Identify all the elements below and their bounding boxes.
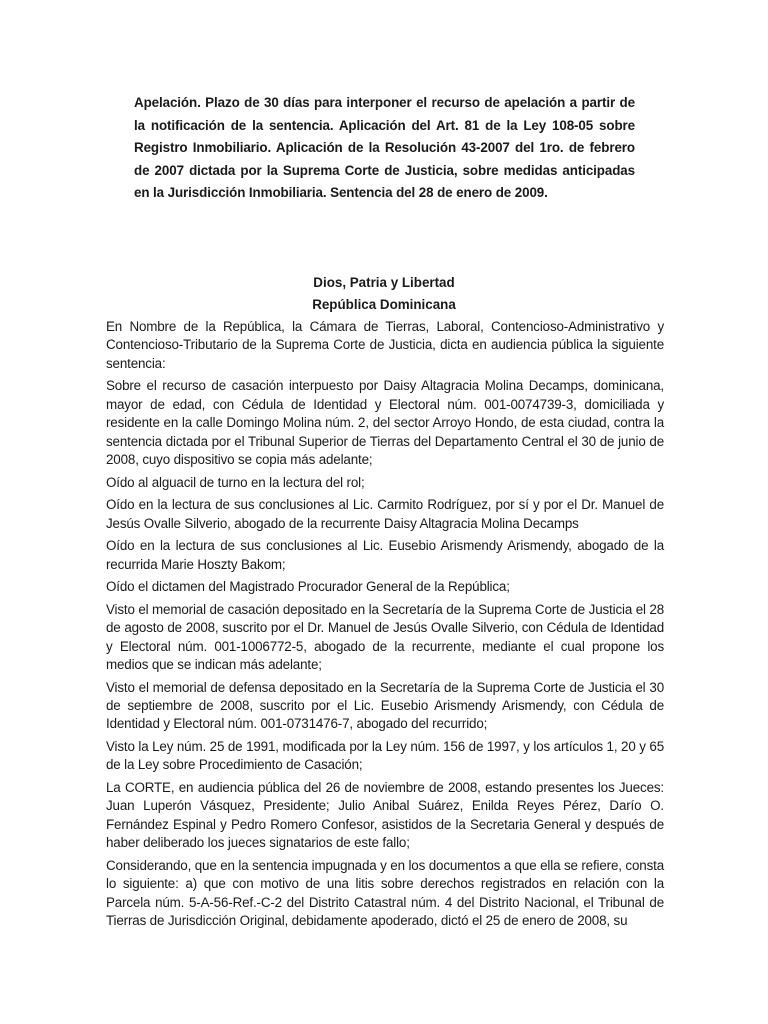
- paragraph-roll: Oído al alguacil de turno en la lectura del rol;: [106, 474, 365, 490]
- paragraph-appellant-conclusions: Oído en la lectura de sus conclusiones al Lic. Carmito Rodríguez, por sí y por el Dr. Manuel de Jesús Ovalle Silverio, abogado de la recurrente Daisy Altagracia Molina Decamps: [106, 497, 664, 531]
- paragraph-respondent-conclusions: Oído en la lectura de sus conclusiones al Lic. Eusebio Arismendy Arismendy, abogado de la recurrida Marie Hoszty Bakom;: [106, 538, 664, 572]
- paragraph-court-hearing: La CORTE, en audiencia pública del 26 de noviembre de 2008, estando presentes los Jueces: Juan Luperón Vásquez, Presidente; Julio Anibal Suárez, Enilda Reyes Pérez, Darío O. Fernández Espinal y Pedro Romero Confesor, asistidos de la Secretaria General y después de haber deliberado los jueces signatarios de este fallo;: [106, 780, 664, 851]
- paragraph-appeal: Sobre el recurso de casación interpuesto por Daisy Altagracia Molina Decamps, dominicana, mayor de edad, con Cédula de Identidad y Electoral núm. 001-0074739-3, domiciliada y residente en la calle Domingo Molina núm. 2, del sector Arroyo Hondo, de esta ciudad, contra la sentencia dictada por el Tribunal Superior de Tierras del Departamento Central el 30 de junio de 2008, cuyo dispositivo se copia más adelante;: [106, 378, 664, 468]
- judgment-body: [106, 318, 664, 935]
- paragraph-laws-cited: Visto la Ley núm. 25 de 1991, modificada por la Ley núm. 156 de 1997, y los artículos 1, 20 y 65 de la Ley sobre Procedimiento de Casación;: [106, 739, 664, 773]
- paragraph-preamble: En Nombre de la República, la Cámara de Tierras, Laboral, Contencioso-Administrativo y Contencioso-Tributario de la Suprema Corte de Justicia, dicta en audiencia pública la siguiente sentencia:: [106, 319, 664, 371]
- paragraph-cassation-memorial: Visto el memorial de casación depositado en la Secretaría de la Suprema Corte de Justicia el 28 de agosto de 2008, suscrito por el Dr. Manuel de Jesús Ovalle Silverio, con Cédula de Identidad y Electoral núm. 001-1006772-5, abogado de la recurrente, mediante el cual propone los medios que se indican más adelante;: [106, 601, 664, 673]
- paragraph-considerations: Considerando, que en la sentencia impugnada y en los documentos a que ella se refiere, consta lo siguiente: a) que con motivo de una litis sobre derechos registrados en relación con la Parcela núm. 5-A-56-Ref.-C-2 del Distrito Catastral núm. 4 del Distrito Nacional, el Tribunal de Tierras de Jurisdicción Original, debidamente apoderado, dictó el 25 de enero de 2008, su: [106, 857, 664, 929]
- paragraph-defense-memorial: Visto el memorial de defensa depositado en la Secretaría de la Suprema Corte de Justicia el 30 de septiembre de 2008, suscrito por el Lic. Eusebio Arismendy Arismendy, con Cédula de Identidad y Electoral núm. 001-0731476-7, abogado del recurrido;: [106, 679, 664, 732]
- case-summary: Apelación. Plazo de 30 días para interponer el recurso de apelación a partir de la notificación de la sentencia. Aplicación del Art. 81 de la Ley 108-05 sobre Registro Inmobiliario. Aplicación de la Resolución 43-2007 del 1ro. de febrero de 2007 dictada por la Suprema Corte de Justicia, sobre medidas anticipadas en la Jurisdicción Inmobiliaria. Sentencia del 28 de enero de 2009.: [134, 95, 635, 201]
- paragraph-prosecutor-opinion: Oído el dictamen del Magistrado Procurador General de la República;: [106, 579, 510, 595]
- national-motto: Dios, Patria y Libertad: [313, 275, 455, 290]
- country-heading: República Dominicana: [312, 297, 456, 312]
